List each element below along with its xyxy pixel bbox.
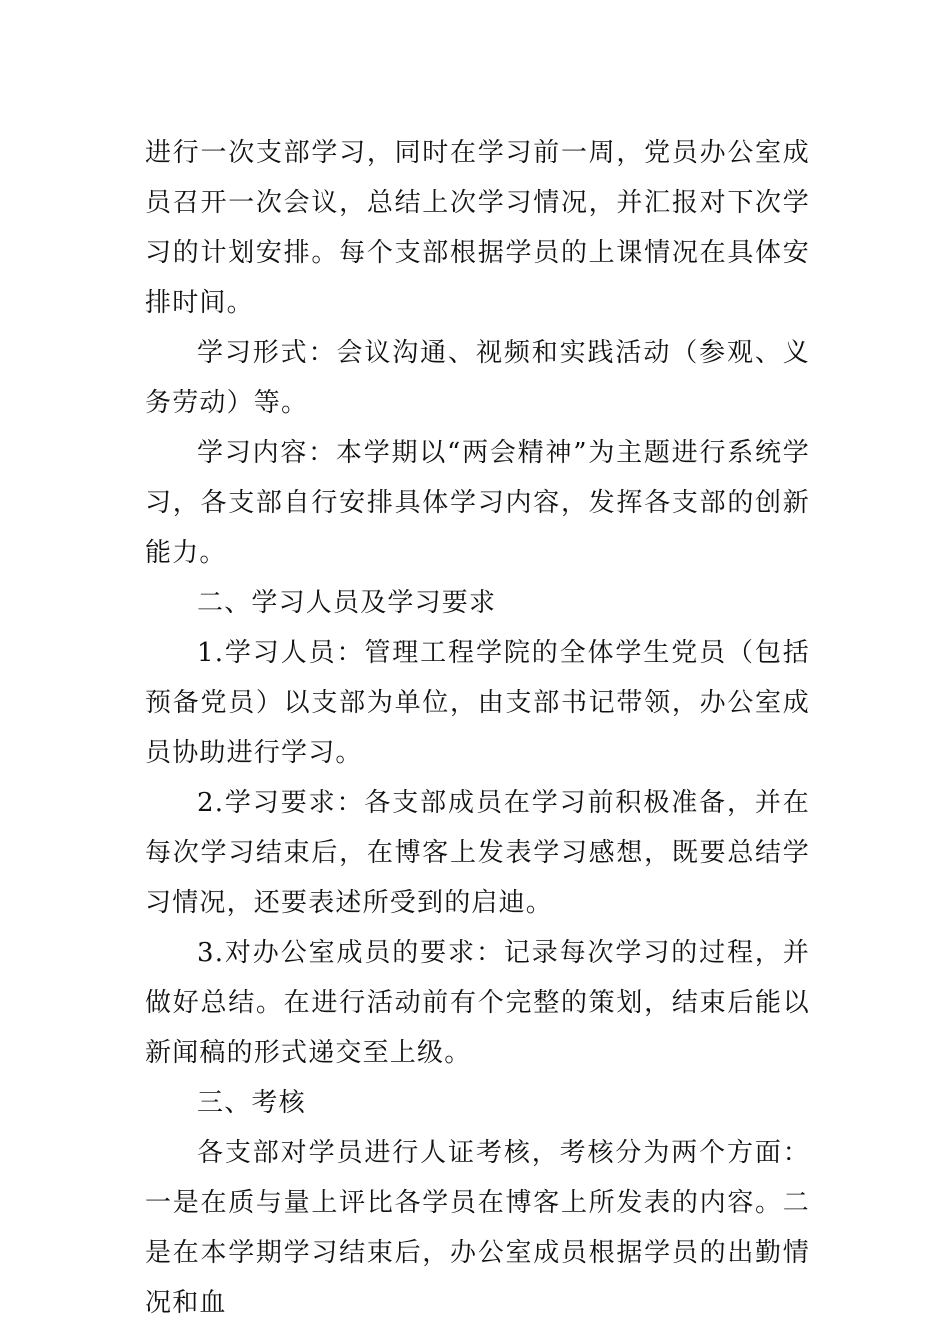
paragraph-office-requirements: 3.对办公室成员的要求：记录每次学习的过程，并做好总结。在进行活动前有个完整的策划，结束后能以新闻稿的形式递交至上级。	[145, 938, 810, 1068]
paragraph-continuation: 进行一次支部学习，同时在学习前一周，党员办公室成员召开一次会议，总结上次学习情况，并汇报对下次学习的计划安排。每个支部根据学员的上课情况在具体安排时间。	[145, 138, 810, 318]
document-body	[145, 128, 810, 1328]
paragraph-requirements: 2.学习要求：各支部成员在学习前积极准备，并在每次学习结束后，在博客上发表学习感想，既要总结学习情况，还要表述所受到的启迪。	[145, 788, 810, 918]
section-heading-participants: 二、学习人员及学习要求	[197, 588, 497, 618]
paragraph-study-format: 学习形式：会议沟通、视频和实践活动（参观、义务劳动）等。	[145, 338, 810, 418]
paragraph-participants: 1.学习人员：管理工程学院的全体学生党员（包括预备党员）以支部为单位，由支部书记带领，办公室成员协助进行学习。	[145, 638, 810, 768]
section-heading-assessment: 三、考核	[197, 1088, 306, 1118]
paragraph-study-content: 学习内容：本学期以“两会精神”为主题进行系统学习，各支部自行安排具体学习内容，发挥各支部的创新能力。	[145, 438, 810, 568]
paragraph-assessment: 各支部对学员进行人证考核，考核分为两个方面：一是在质与量上评比各学员在博客上所发表的内容。二是在本学期学习结束后，办公室成员根据学员的出勤情况和血	[145, 1138, 810, 1318]
